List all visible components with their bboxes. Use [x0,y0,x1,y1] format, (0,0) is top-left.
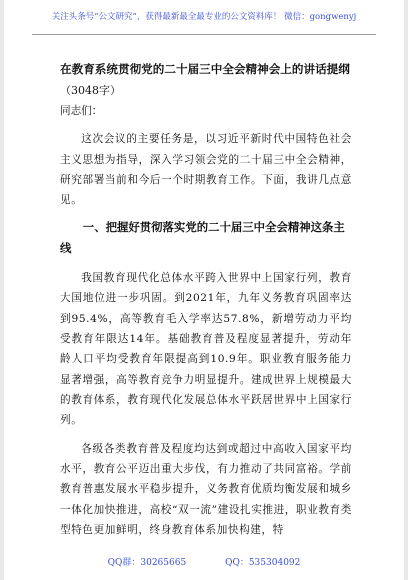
word-count: （3048字） [60,84,121,98]
body-paragraph: 我国教育现代化总体水平跨入世界中上国家行列，教育大国地位进一步巩固。到2021年，九年义务教育巩固率达到95.4%，高等教育毛入学率达57.8%，新增劳动力平均受教育年限达14年。基础教育普及程度显著提升，劳动年龄人口平均受教育年限提高到10.9年。职业教育服务能力显著增强，高等教育竞争力明显提升。建成世界上规模最大的教育体系，教育现代化发展总体水平跃居世界中上国家行列。 [60,272,352,427]
document-body [60,58,352,540]
qq-text: QQ：535304092 [225,558,301,568]
intro-paragraph: 这次会议的主要任务是，以习近平新时代中国特色社会主义思想为指导，深入学习领会党的二十届三中全会精神，研究部署当前和今后一个时期教育工作。下面，我讲几点意见。 [60,133,352,207]
body-paragraph: 各级各类教育普及程度均达到或超过中高收入国家平均水平，教育公平迈出重大步伐，有力推动了共同富裕。学前教育普惠发展水平稳步提升，义务教育优质均衡发展和城乡一体化加快推进，高校“双一流”建设扎实推进，职业教育类型特色更加鲜明，终身教育体系加快构建，特 [60,442,352,537]
header-divider [32,34,376,35]
document-title: 在教育系统贯彻党的二十届三中全会精神会上的讲话提纲 [60,62,350,76]
qq-group-text: QQ群：30265665 [107,558,187,568]
promo-banner: 关注头条号“公文研究”，获得最新最全最专业的公文资料库！ 微信：gongwenyj [51,12,357,22]
section-heading: 一、把握好贯彻落实党的二十届三中全会精神这条主线 [60,219,345,256]
contact-footer [4,555,404,568]
document-page [4,0,404,580]
salutation: 同志们： [60,105,103,118]
